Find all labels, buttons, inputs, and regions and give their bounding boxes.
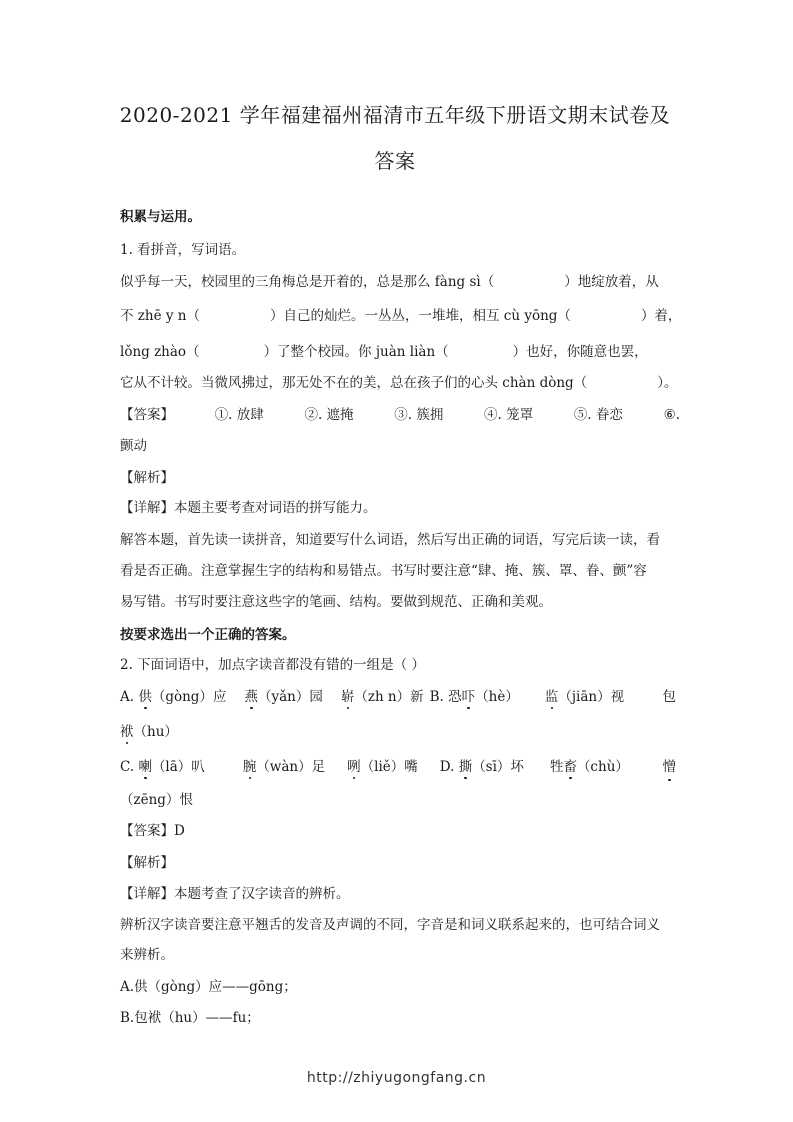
question-2-answer: 【答案】D	[120, 823, 185, 839]
explanation-line: 看是否正确。注意掌握生字的结构和易错点。书写时要注意“肆、掩、簇、罩、眷、颤”容	[120, 563, 647, 579]
explanation-line: 辨析汉字读音要注意平翘舌的发音及声调的不同，字音是和词义联系起来的，也可结合词义	[120, 917, 660, 933]
explanation-line: 解答本题，首先读一读拼音，知道要写什么词语，然后写出正确的词语，写完后读一读，看	[120, 532, 660, 548]
explanation-line: A.供（gòng）应——gōng；	[120, 979, 297, 995]
question-1-passage-line1: 似乎每一天，校园里的三角梅总是开着的，总是那么 fàng sì（ ）地绽放着，从	[120, 274, 659, 290]
answer-item: ①. 放肆	[214, 407, 264, 423]
answer-item: ④. 笼罩	[484, 407, 534, 423]
option-b-wrap-char: 包	[662, 689, 676, 705]
question-1-answer-wrap: 颤动	[120, 438, 147, 454]
question-1-answer-row	[120, 405, 680, 425]
question-1-passage-line3: lǒng zhào（ ）了整个校园。你 juàn liàn（ ）也好，你随意也罢，	[120, 344, 648, 360]
option-d-continued: （zēng）恨	[120, 792, 193, 808]
option-a-b-row: A. 供（gòng）应 燕（yǎn）园 崭（zh n）新 B. 恐吓（hè） 监（jiān）视 包	[120, 689, 676, 705]
explanation-line: 来辨析。	[120, 947, 174, 963]
page-title-line1: 2020-2021 学年福建福州福清市五年级下册语文期末试卷及	[119, 103, 671, 127]
answer-item: ⑤. 眷恋	[573, 407, 623, 423]
explanation-line: B.包袱（hu）——fu；	[120, 1010, 260, 1026]
answer-item: ⑥.	[663, 407, 680, 423]
option-b-continued: 袱（hu）	[120, 724, 178, 740]
footer-url: http://zhiyugongfang.cn	[306, 1070, 487, 1086]
detail-text: 【详解】本题主要考查对词语的拼写能力。	[120, 500, 377, 516]
analysis-label: 【解析】	[120, 470, 174, 486]
section-heading-2: 按要求选出一个正确的答案。	[120, 627, 296, 643]
analysis-label: 【解析】	[120, 855, 174, 871]
section-heading-1: 积累与运用。	[120, 209, 201, 225]
explanation-line: 易写错。书写时要注意这些字的笔画、结构。要做到规范、正确和美观。	[120, 594, 552, 610]
question-1-passage-line2: 不 zhē y n（ ）自己的灿烂。一丛丛，一堆堆，相互 cù yōng（ ）着，	[120, 308, 682, 324]
question-1-passage-line4: 它从不计较。当微风拂过，那无处不在的美，总在孩子们的心头 chàn dòng（ ）。	[120, 375, 678, 391]
detail-text: 【详解】本题考查了汉字读音的辨析。	[120, 886, 350, 902]
answer-item: ③. 簇拥	[394, 407, 444, 423]
option-c-d-row: C. 喇（lā）叭 腕（wàn）足 咧（liě）嘴 D. 撕（sī）坏 牲畜（chù） 憎	[120, 759, 676, 775]
question-2-stem: 2. 下面词语中，加点字读音都没有错的一组是（ ）	[120, 657, 425, 673]
answer-label: 【答案】	[120, 407, 174, 423]
page-title-line2: 答案	[374, 149, 416, 173]
option-d-wrap-char: 憎	[662, 759, 676, 775]
question-1-stem: 1. 看拼音，写词语。	[120, 242, 246, 258]
answer-item: ②. 遮掩	[304, 407, 354, 423]
